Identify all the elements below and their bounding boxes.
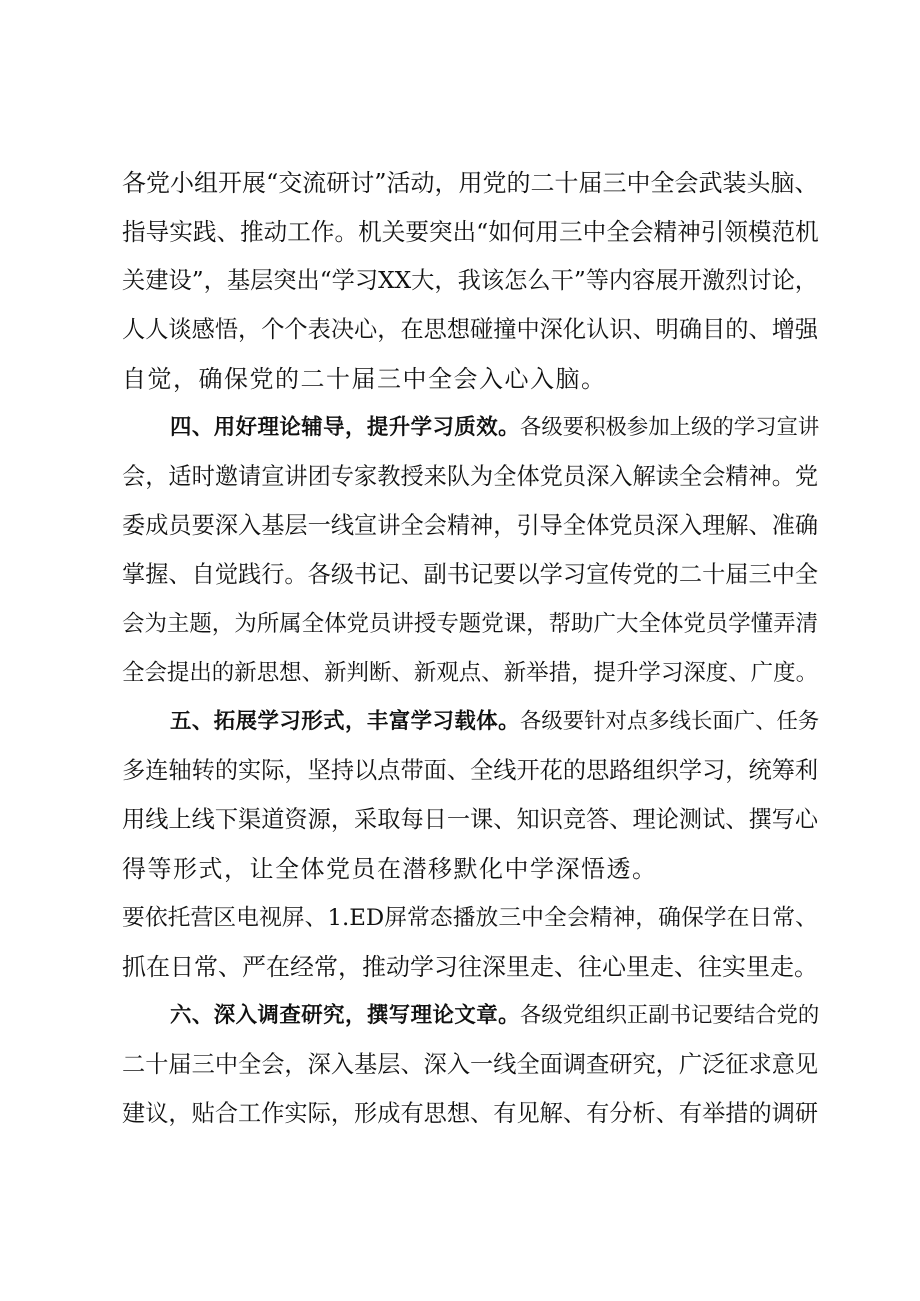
section-five-first-line — [170, 707, 822, 737]
text-line: 多连轴转的实际，坚持以点带面、全线开花的思路组织学习，统筹利 — [122, 757, 819, 784]
section-four-first-line — [170, 413, 822, 443]
text-line: 会为主题，为所属全体党员讲授专题党课，帮助广大全体党员学懂弄清 — [122, 611, 819, 637]
section-four-text: 各级要积极参加上级的学习宣讲 — [520, 415, 820, 440]
text-line: 建议，贴合工作实际，形成有思想、有见解、有分析、有举措的调研 — [122, 1100, 819, 1127]
text-line: 二十届三中全会，深入基层、深入一线全面调查研究，广泛征求意见 — [122, 1051, 819, 1078]
text-line: 人人谈感悟，个个表决心，在思想碰撞中深化认识、明确目的、增强 — [122, 316, 819, 343]
text-line: 自觉，确保党的二十届三中全会入心入脑。 — [122, 365, 607, 393]
text-line: 会，适时邀请宣讲团专家教授来队为全体党员深入解读全会精神。党 — [122, 463, 819, 490]
text-line: 全会提出的新思想、新判断、新观点、新举措，提升学习深度、广度。 — [122, 660, 819, 686]
text-line: 要依托营区电视屏、1.ED屏常态播放三中全会精神，确保学在日常、 — [122, 905, 818, 931]
section-five-text: 各级要针对点多线长面广、任务 — [520, 709, 820, 734]
text-line: 得等形式，让全体党员在潜移默化中学深悟透。 — [122, 855, 658, 883]
text-line: 关建设”，基层突出“学习XX大，我该怎么干”等内容展开激烈讨论， — [122, 267, 819, 294]
text-line: 掌握、自觉践行。各级书记、副书记要以学习宣传党的二十届三中全 — [122, 561, 819, 588]
section-five-heading: 五、拓展学习形式，丰富学习载体。 — [170, 709, 520, 734]
section-six-text: 各级党组织正副书记要结合党的 — [520, 1003, 820, 1028]
text-line: 各党小组开展“交流研讨”活动，用党的二十届三中全会武装头脑、 — [122, 169, 819, 197]
section-six-heading: 六、深入调查研究，撰写理论文章。 — [170, 1003, 520, 1028]
text-line: 指导实践、推动工作。机关要突出“如何用三中全会精神引领模范机 — [122, 218, 819, 246]
text-line: 用线上线下渠道资源，采取每日一课、知识竞答、理论测试、撰写心 — [122, 806, 819, 833]
text-line: 委成员要深入基层一线宣讲全会精神，引导全体党员深入理解、准确 — [122, 512, 819, 539]
section-six-first-line — [170, 1001, 822, 1031]
section-four-heading: 四、用好理论辅导，提升学习质效。 — [170, 415, 520, 440]
text-line: 抓在日常、严在经常，推动学习往深里走、往心里走、往实里走。 — [122, 953, 818, 981]
